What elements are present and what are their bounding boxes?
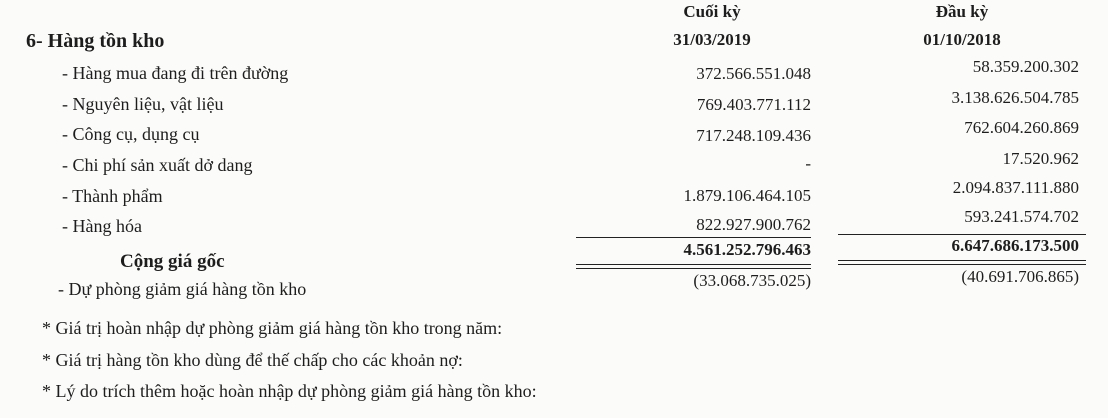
- row-current-merchandise: 822.927.900.762: [696, 215, 811, 234]
- row-label-merchandise: - Hàng hóa: [62, 216, 142, 236]
- total-label: Cộng giá gốc: [120, 251, 225, 272]
- row-current-raw-materials: 769.403.771.112: [696, 95, 811, 114]
- row-opening-work-in-progress: 17.520.962: [1002, 149, 1079, 168]
- provision-label: - Dự phòng giảm giá hàng tồn kho: [58, 279, 307, 299]
- opening-period-heading: Đầu kỳ: [935, 2, 989, 21]
- note-reversal-value: * Giá trị hoàn nhập dự phòng giảm giá hàng tồn kho trong năm:: [42, 318, 503, 338]
- row-label-goods-in-transit: - Hàng mua đang đi trên đường: [62, 63, 289, 83]
- subtotal-rule-opening: [838, 234, 1086, 235]
- row-label-work-in-progress: - Chi phí sản xuất dở dang: [62, 155, 253, 175]
- row-label-raw-materials: - Nguyên liệu, vật liệu: [62, 94, 224, 114]
- total-current: 4.561.252.796.463: [683, 240, 811, 259]
- row-current-work-in-progress: -: [805, 154, 811, 173]
- current-period-heading: Cuối kỳ: [683, 2, 741, 21]
- row-opening-tools: 762.604.260.869: [964, 118, 1079, 137]
- row-opening-merchandise: 593.241.574.702: [964, 207, 1079, 226]
- row-current-finished-goods: 1.879.106.464.105: [683, 186, 811, 205]
- double-rule-current-top: [576, 264, 811, 265]
- row-label-tools: - Công cụ, dụng cụ: [62, 124, 200, 144]
- row-opening-goods-in-transit: 58.359.200.302: [972, 57, 1079, 76]
- section-title: 6- Hàng tồn kho: [26, 30, 165, 52]
- double-rule-opening-top: [838, 260, 1086, 261]
- current-period-date: 31/03/2019: [673, 30, 751, 49]
- row-opening-finished-goods: 2.094.837.111.880: [952, 178, 1079, 197]
- row-opening-raw-materials: 3.138.626.504.785: [951, 88, 1079, 107]
- row-label-finished-goods: - Thành phẩm: [62, 186, 163, 206]
- provision-current: (33.068.735.025): [693, 271, 811, 290]
- provision-opening: (40.691.706.865): [961, 267, 1079, 286]
- total-opening: 6.647.686.173.500: [951, 236, 1079, 255]
- subtotal-rule-current: [576, 237, 811, 238]
- opening-period-date: 01/10/2018: [923, 30, 1001, 49]
- double-rule-opening-bottom: [838, 264, 1086, 265]
- double-rule-current-bottom: [576, 268, 811, 269]
- row-current-goods-in-transit: 372.566.551.048: [696, 64, 811, 83]
- note-provision-reason: * Lý do trích thêm hoặc hoàn nhập dự phòng giảm giá hàng tồn kho:: [42, 381, 537, 401]
- row-current-tools: 717.248.109.436: [696, 126, 811, 145]
- note-pledged-inventory: * Giá trị hàng tồn kho dùng để thế chấp cho các khoản nợ:: [42, 350, 463, 370]
